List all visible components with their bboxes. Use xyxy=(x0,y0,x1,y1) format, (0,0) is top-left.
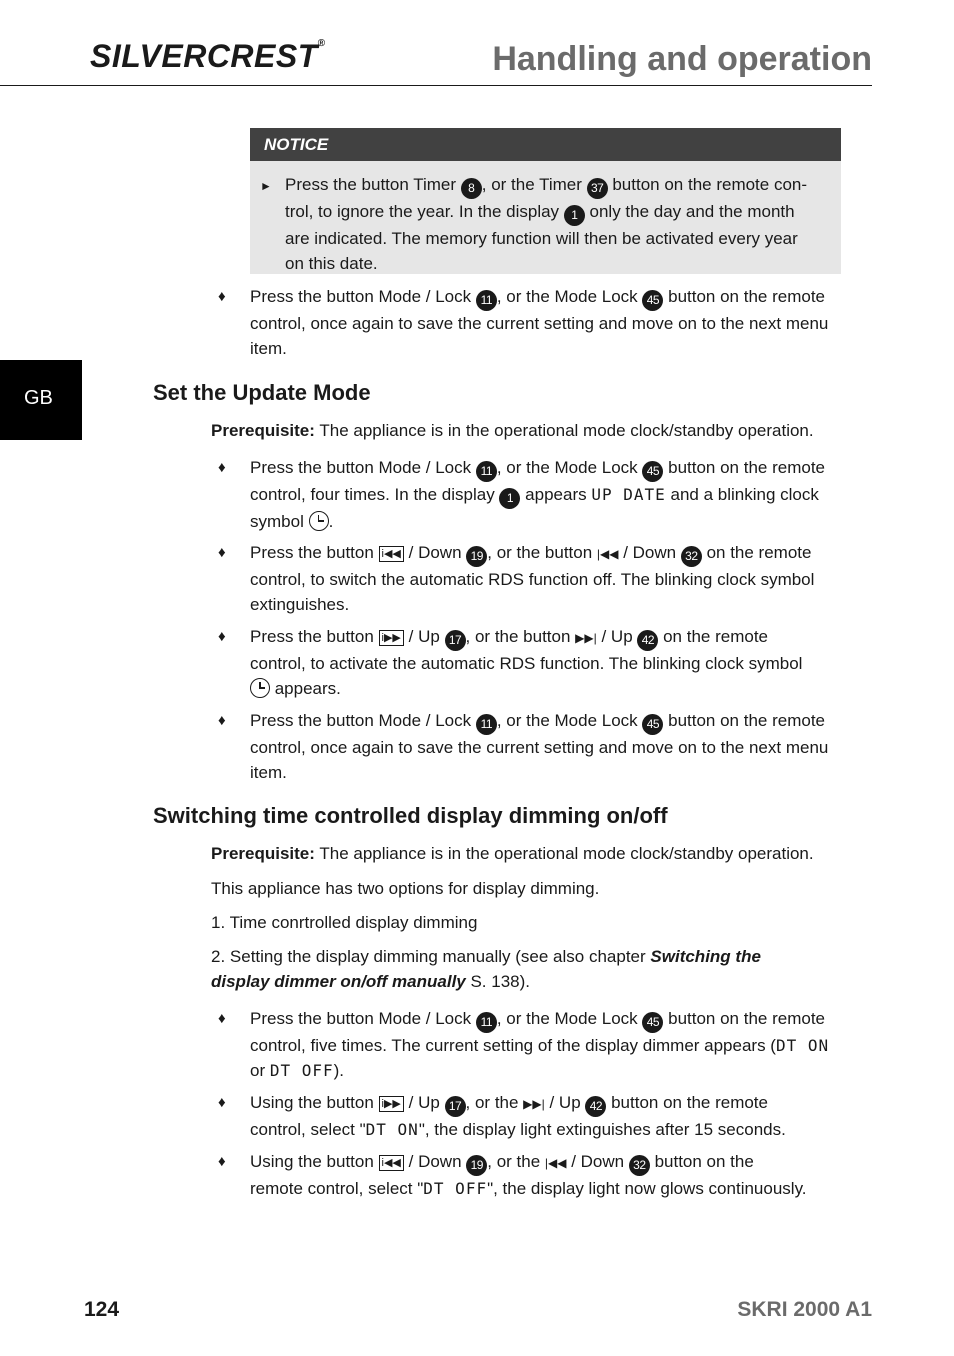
instruction-dimming-1: Press the button Mode / Lock 11 , or the Mode Lock 45 button on the remote control, five times. The current setting of the display dimmer appears (DT ON or DT OFF). xyxy=(250,1009,830,1080)
instruction-dimming-2: Using the button i▶▶ / Up 17 , or the ▶▶| / Up 42 button on the remote control, select "DT ON", the display light extinguishes after 15 seconds. xyxy=(250,1093,786,1139)
bullet-icon: ♦ xyxy=(218,628,226,645)
instruction-update-2: Press the button i◀◀ / Down 19 , or the button |◀◀ / Down 32 on the remote control, to switch the automatic RDS function off. The blinking clock symbol extinguishes. xyxy=(250,543,815,614)
bullet-icon: ♦ xyxy=(218,1094,226,1111)
next-symbol-icon: ▶▶| xyxy=(575,631,597,645)
ref-number: 45 xyxy=(642,290,663,311)
dimming-paragraph-1: This appliance has two options for display dimming. xyxy=(211,879,600,898)
ref-number: 19 xyxy=(466,1155,487,1176)
instruction-update-3: Press the button i▶▶ / Up 17 , or the button ▶▶| / Up 42 on the remote control, to activate the automatic RDS function. The blinking clock symbol appears. xyxy=(250,627,803,698)
prerequisite-dimming: Prerequisite: The appliance is in the operational mode clock/standby operation. xyxy=(211,844,814,863)
bullet-icon: ♦ xyxy=(218,1010,226,1027)
instruction-mode-lock-1: Press the button Mode / Lock 11 , or the Mode Lock 45 button on the remote control, once again to save the current setting and move on to the next menu item. xyxy=(250,287,829,358)
ref-number: 32 xyxy=(681,546,702,567)
prev-symbol-icon: |◀◀ xyxy=(596,547,619,561)
bullet-icon: ♦ xyxy=(218,1153,226,1170)
prev-button-icon: i◀◀ xyxy=(379,1155,404,1171)
ref-number: 45 xyxy=(642,714,663,735)
lcd-text: DT ON xyxy=(365,1120,419,1139)
header-rule xyxy=(0,85,872,86)
ref-number: 32 xyxy=(629,1155,650,1176)
language-tab: GB xyxy=(0,360,82,440)
ref-number: 8 xyxy=(461,178,482,199)
ref-number: 19 xyxy=(466,546,487,567)
ref-number: 17 xyxy=(445,630,466,651)
brand-logo: SILVERCREST® xyxy=(90,38,326,74)
instruction-update-1: Press the button Mode / Lock 11 , or the Mode Lock 45 button on the remote control, four times. In the display 1 appears UP DATE and a blinking clock symbol . xyxy=(250,458,825,531)
clock-icon xyxy=(250,678,270,698)
ref-number: 1 xyxy=(499,488,520,509)
prerequisite-update: Prerequisite: The appliance is in the operational mode clock/standby operation. xyxy=(211,421,814,440)
ref-number: 11 xyxy=(476,714,497,735)
bullet-icon: ♦ xyxy=(218,459,226,476)
clock-icon xyxy=(309,511,329,531)
notice-box xyxy=(250,128,841,274)
prev-symbol-icon: |◀◀ xyxy=(544,1156,567,1170)
lcd-text: DT OFF xyxy=(423,1179,488,1198)
dimming-paragraph-3: 2. Setting the display dimming manually (see also chapter Switching the display dimmer on/off manually S. 138). xyxy=(211,947,761,991)
instruction-update-4: Press the button Mode / Lock 11 , or the Mode Lock 45 button on the remote control, once again to save the current setting and move on to the next menu item. xyxy=(250,711,829,782)
page-title: Handling and operation xyxy=(492,40,872,78)
next-symbol-icon: ▶▶| xyxy=(523,1097,545,1111)
notice-body: ► Press the button Timer 8 , or the Timer 37 button on the remote con-trol, to ignore the year. In the display 1 only the day and the month are indicated. The memory function will then be activated every year on this date. xyxy=(260,175,808,273)
page-number: 124 xyxy=(84,1298,120,1321)
ref-number: 11 xyxy=(476,290,497,311)
ref-number: 11 xyxy=(476,461,497,482)
dimming-paragraph-2: 1. Time conrtrolled display dimming xyxy=(211,913,478,932)
bullet-icon: ♦ xyxy=(218,544,226,561)
ref-number: 45 xyxy=(642,461,663,482)
ref-number: 1 xyxy=(564,205,585,226)
bullet-icon: ♦ xyxy=(218,288,226,305)
ref-number: 45 xyxy=(642,1012,663,1033)
next-button-icon: i▶▶ xyxy=(379,1096,404,1112)
lcd-text: DT ON xyxy=(775,1036,830,1055)
section-heading-dimming: Switching time controlled display dimming on/off xyxy=(153,803,668,828)
prev-button-icon: i◀◀ xyxy=(379,546,404,562)
ref-number: 42 xyxy=(637,630,658,651)
model-name: SKRI 2000 A1 xyxy=(737,1298,872,1321)
arrow-icon: ► xyxy=(260,179,272,193)
ref-number: 42 xyxy=(585,1096,606,1117)
ref-number: 17 xyxy=(445,1096,466,1117)
next-button-icon: i▶▶ xyxy=(379,630,404,646)
bullet-icon: ♦ xyxy=(218,712,226,729)
lcd-text: UP DATE xyxy=(591,485,666,504)
instruction-dimming-3: Using the button i◀◀ / Down 19 , or the |◀◀ / Down 32 button on the remote control, select "DT OFF", the display light now glows continuously. xyxy=(250,1152,807,1198)
lcd-text: DT OFF xyxy=(269,1061,334,1080)
notice-heading: NOTICE xyxy=(250,128,841,161)
section-heading-update-mode: Set the Update Mode xyxy=(153,380,371,405)
ref-number: 11 xyxy=(476,1012,497,1033)
ref-number: 37 xyxy=(587,178,608,199)
